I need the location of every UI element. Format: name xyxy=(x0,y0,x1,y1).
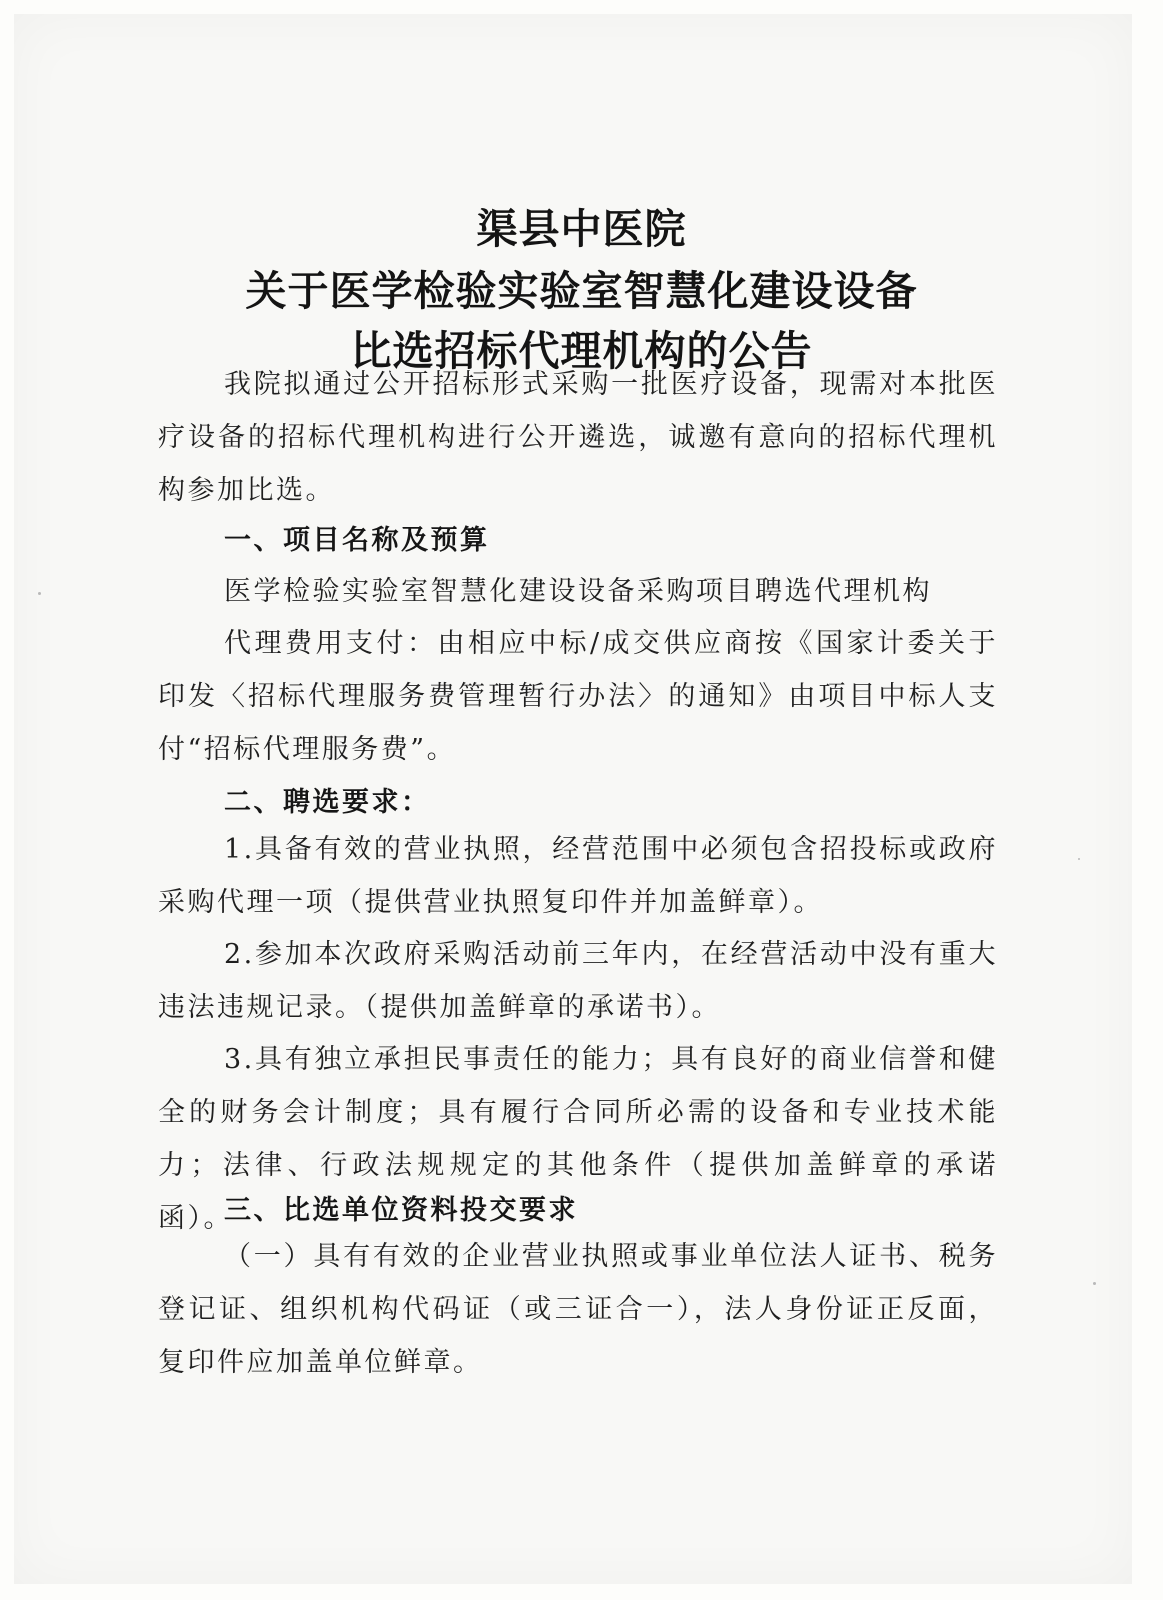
requirement-1-paragraph: 1.具备有效的营业执照，经营范围中必须包含招投标或政府采购代理一项（提供营业执照复印件并加盖鲜章）。 xyxy=(158,834,998,918)
document-title-line-2: 关于医学检验实验室智慧化建设设备 xyxy=(245,267,918,315)
requirement-3-paragraph: 3.具有独立承担民事责任的能力；具有良好的商业信誉和健全的财务会计制度；具有履行合同所必需的设备和专业技术能力；法律、行政法规规定的其他条件（提供加盖鲜章的承诺函）。 xyxy=(158,1044,998,1234)
scan-speck xyxy=(38,592,41,595)
requirement-2-paragraph: 2.参加本次政府采购活动前三年内，在经营活动中没有重大违法违规记录。（提供加盖鲜章的承诺书）。 xyxy=(158,939,998,1023)
scan-speck xyxy=(1093,1282,1096,1285)
submission-item-1-paragraph: （一）具有有效的企业营业执照或事业单位法人证书、税务登记证、组织机构代码证（或三证合一），法人身份证正反面，复印件应加盖单位鲜章。 xyxy=(158,1241,998,1378)
intro-paragraph: 我院拟通过公开招标形式采购一批医疗设备，现需对本批医疗设备的招标代理机构进行公开遴选，诚邀有意向的招标代理机构参加比选。 xyxy=(158,369,998,506)
section-1-heading: 一、项目名称及预算 xyxy=(224,525,490,556)
document-title-line-3: 比选招标代理机构的公告 xyxy=(350,327,813,375)
section-3-heading: 三、比选单位资料投交要求 xyxy=(224,1195,578,1226)
scan-speck xyxy=(1078,858,1080,860)
section-2-heading: 二、聘选要求： xyxy=(224,787,431,818)
document-title-line-1: 渠县中医院 xyxy=(476,205,687,253)
project-name-paragraph: 医学检验实验室智慧化建设设备采购项目聘选代理机构 xyxy=(224,576,932,607)
fee-payment-paragraph: 代理费用支付：由相应中标/成交供应商按《国家计委关于印发〈招标代理服务费管理暂行办法〉的通知》由项目中标人支付“招标代理服务费”。 xyxy=(158,628,998,765)
